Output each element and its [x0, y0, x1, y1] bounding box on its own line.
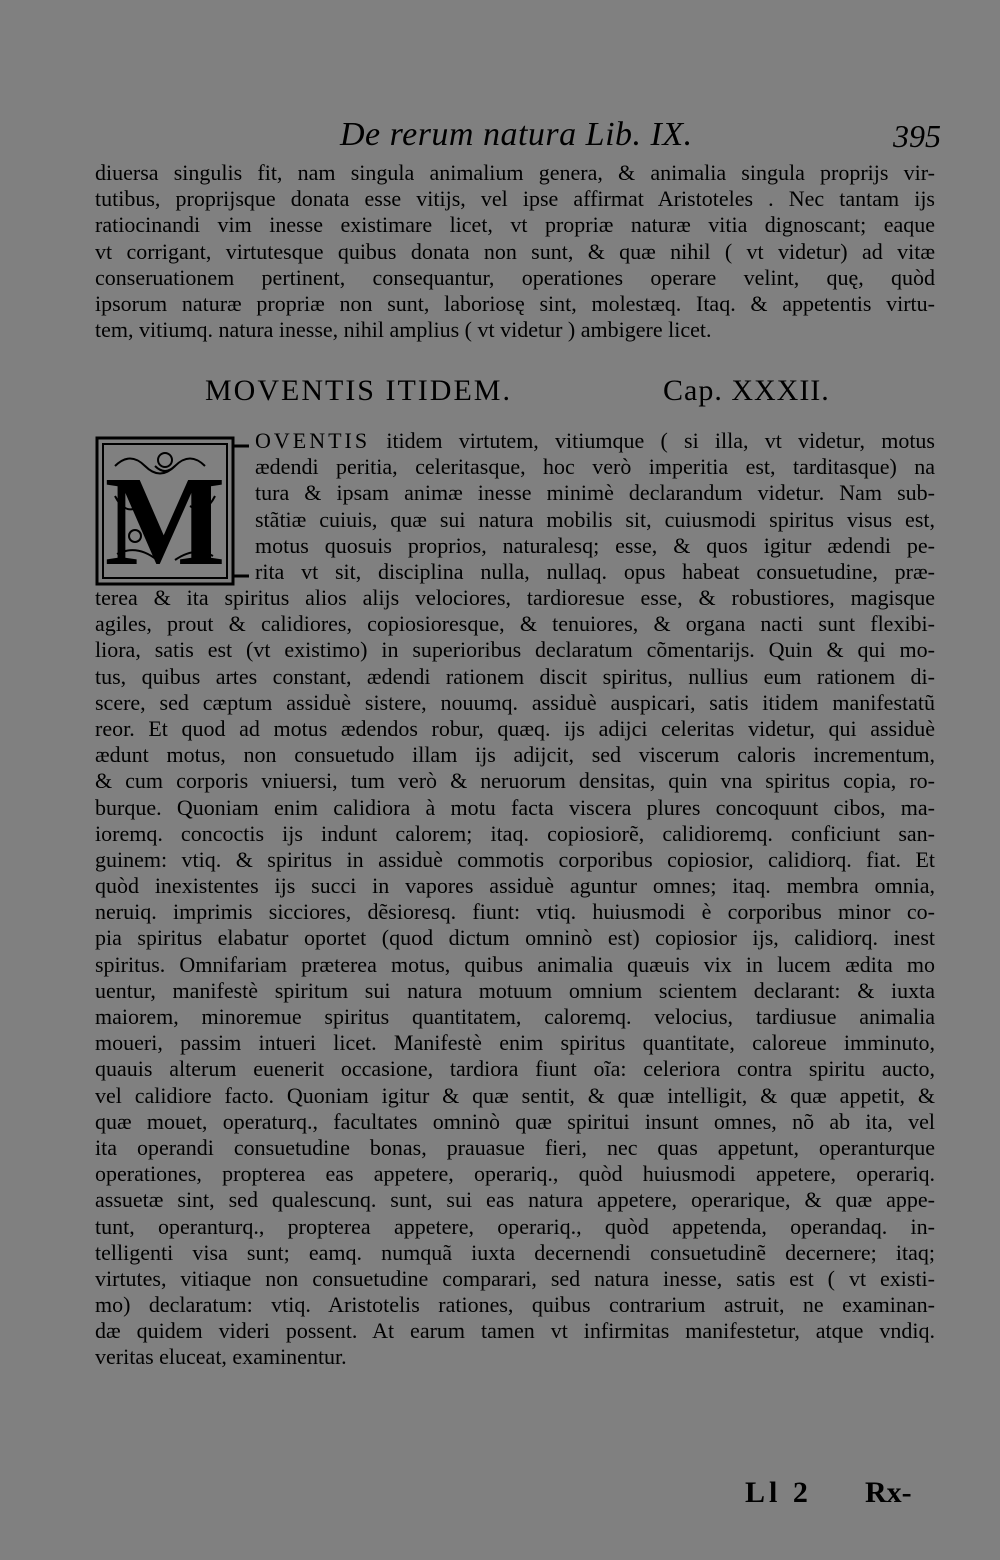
text-line: spiritus. Omnifariam præterea motus, quibus animalia quæuis vix in lucem ædita mo [95, 951, 935, 977]
text-line: stãtiæ cuiuis, quæ sui natura mobilis sit, cuiusmodi spiritus visus est, [255, 506, 935, 532]
text-line-continuation: itidem virtutem, vitiumque ( si illa, vt videtur, motus [370, 428, 935, 453]
page-number: 395 [893, 118, 941, 154]
text-line: maiorem, minoremue spiritus quantitatem, caloremq. velocius, tardiusue animalia [95, 1004, 935, 1029]
text-line: tura & ipsam animæ inesse minimè declarandum videtur. Nam sub- [255, 480, 935, 506]
text-line: reor. Et quod ad motus ædendos robur, quæq. ijs adijci celeritas videtur, qui assiduè [95, 715, 935, 741]
text-line: vel calidiore facto. Quoniam igitur & quæ sentit, & quæ intelligit, & quæ appetit, & [95, 1082, 935, 1108]
text-line: tem, vitiumq. natura inesse, nihil amplius ( vt videtur ) ambigere licet. [95, 317, 712, 343]
text-line: assuetæ sint, sed qualescunq. sunt, sui eas natura appetere, operarique, & quæ appe- [95, 1187, 935, 1213]
paragraph-main [95, 585, 935, 1371]
paragraph-top [95, 160, 935, 343]
text-line: ratiocinandi vim inesse existimare licet, vt propriæ naturæ vitia dignoscant; eaque [95, 212, 935, 238]
text-line: pia spiritus elabatur oportet (quod dictum omninò est) copiosior ijs, calidiorq. inest [95, 925, 935, 951]
text-line: conseruationem pertinent, consequantur, operationes operare velint, quę, quòd [95, 264, 935, 290]
text-line: ædendi peritia, celeritasque, hoc verò imperitia est, tarditasque) na [255, 454, 935, 480]
text-line: neruiq. imprimis sicciores, dẽsioresq. fiunt: vtiq. huiusmodi è corporibus minor co- [95, 899, 935, 925]
signature-mark: Ll 2 [745, 1476, 812, 1509]
text-line: quæ mouet, operaturq., facultates omninò quæ spiritui insunt omnes, nõ ab ita, vel [95, 1108, 935, 1134]
text-line: ædunt motus, non consuetudo illam ijs adijcit, sed viscerum caloris incrementum, [95, 742, 935, 768]
drop-initial-letter: M [104, 450, 226, 586]
chapter-heading [0, 372, 1000, 412]
text-line: veritas eluceat, examinentur. [95, 1344, 347, 1370]
text-line: quauis alterum euenerit occasione, tardiora fiunt oĩa: celeriora contra spiritu aucto, [95, 1056, 935, 1082]
page-footer [0, 1476, 1000, 1516]
text-line: quòd inexistentes ijs succi in vapores assiduè aguntur omnes; itaq. membra omnia, [95, 873, 935, 899]
text-line: & cum corporis vniuersi, tum verò & neruorum densitas, quin vna spiritus copia, ro- [95, 768, 935, 794]
text-line: uentur, manifestè spiritum sui natura motuum omnium scientem declarant: & iuxta [95, 977, 935, 1003]
text-line: agiles, prout & calidiores, copiosioresque, & tenuiores, & organa nacti sunt flexibi- [95, 611, 935, 637]
text-line: burque. Quoniam enim calidiora à motu facta viscera plures concoquunt cibos, ma- [95, 794, 935, 820]
running-head [0, 108, 1000, 156]
text-line: guinem: vtiq. & spiritus in assiduè commotis corporibus copiosior, calidiorq. fiat. Et [95, 846, 935, 872]
text-line: scere, sed cæptum assiduè sistere, nouumq. assiduè auspicari, satis itidem manifestatũ [95, 689, 935, 715]
text-line: ioremq. concoctis ijs indunt calorem; itaq. copiosiorẽ, calidioremq. conficiunt san- [95, 820, 935, 846]
text-line: ipsorum naturæ propriæ non sunt, laboriosę sint, molestæq. Itaq. & appetentis virtu- [95, 290, 935, 316]
text-line: tus, quibus artes constant, ædendi rationem discit spiritus, nullius eum rationem di- [95, 663, 935, 689]
catchword: Rx- [865, 1476, 912, 1509]
text-line: diuersa singulis fit, nam singula animalium genera, & animalia singula proprijs vir- [95, 160, 935, 185]
text-line: virtutes, vitiaque non consuetudine comparari, sed natura inesse, satis est ( vt existi- [95, 1265, 935, 1291]
text-line [95, 428, 935, 454]
text-line: operationes, propterea eas appetere, operariq., quòd huiusmodi appetere, operariq. [95, 1161, 935, 1187]
text-line: tutibus, proprijsque donata esse vitijs, vel ipse affirmat Aristoteles . Nec tantam ijs [95, 186, 935, 212]
text-line: motus quosuis proprios, naturalesq; esse, & quos igitur ædendi pe- [255, 532, 935, 558]
text-line: liora, satis est (vt existimo) in superioribus declaratum cõmentarijs. Quin & qui mo- [95, 637, 935, 663]
chapter-number: Cap. XXXII. [663, 374, 830, 407]
text-line: terea & ita spiritus alios alijs velociores, tardioresue esse, & robustiores, magisque [95, 585, 935, 610]
text-line: moueri, passim intueri licet. Manifestè enim spiritus quantitate, caloreue imminuto, [95, 1030, 935, 1056]
text-line: vt corrigant, virtutesque quibus donata non sunt, & quæ nihil ( vt videtur) ad vitæ [95, 238, 935, 264]
text-line: dæ quidem videri possent. At earum tamen vt infirmitas manifestetur, atque vndiq. [95, 1318, 935, 1344]
text-line: mo) declaratum: vtiq. Aristotelis rationes, quibus contrarium astruit, ne examinan- [95, 1292, 935, 1318]
text-line: tunt, operanturq., propterea appetere, operariq., quòd appetenda, operandaq. in- [95, 1213, 935, 1239]
text-line: telligenti visa sunt; eamq. numquã iuxta decernendi consuetudinẽ decernere; itaq; [95, 1239, 935, 1265]
running-title: De rerum natura Lib. IX. [340, 116, 693, 153]
initial-word: OVENTIS [255, 428, 371, 453]
text-line: ita operandi consuetudine bonas, prauasue fieri, nec quas appetunt, operanturque [95, 1134, 935, 1160]
text-line: rita vt sit, disciplina nulla, nullaq. opus habeat consuetudine, præ- [255, 558, 935, 584]
paragraph-indented [95, 428, 935, 585]
chapter-title: MOVENTIS ITIDEM. [205, 374, 512, 407]
